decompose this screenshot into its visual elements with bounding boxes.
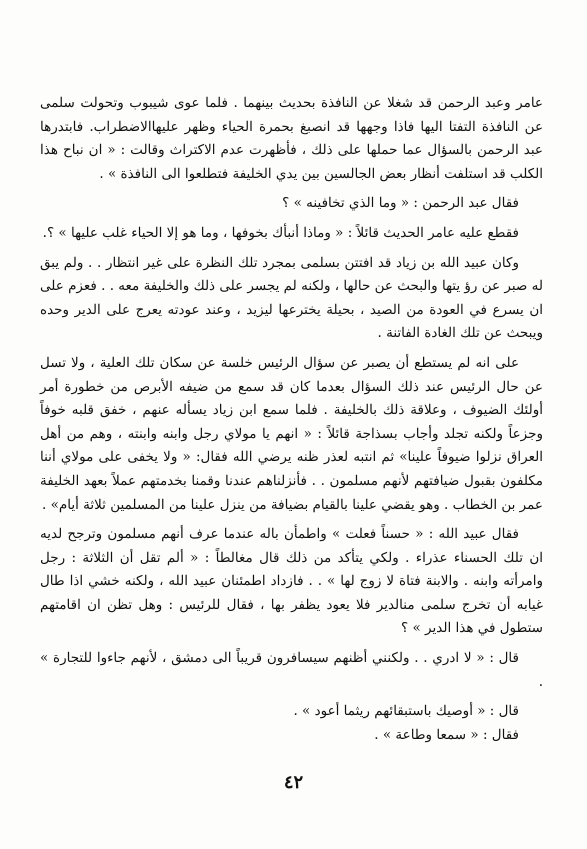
paragraph-3: فقطع عليه عامر الحديث قائلاً : « وماذا أنبأك بخوفها ، وما هو إلا الحياء غلب عليها » ؟. <box>42 224 519 241</box>
paragraph-9: فقال : « سمعا وطاعة » . <box>374 726 519 743</box>
paragraph-8: قال : « أوصيك باستبقائهم ريثما أعود » . <box>293 703 519 720</box>
paragraph-4: وكان عبيد الله بن زياد قد افتتن بسلمى بمجرد تلك النظرة على غير انتظار . . ولم يبق له صبر عن رؤ يتها والبحث عن حالها ، ولكنه لم يجسر على ذلك والخليفة معه . . فعزم على ان يسرع في العودة من الصيد ، بحيلة يخترعها ليزيد ، وعند عودته يعرج على الدير وحده ويبحث عن تلك الغادة الفاتنة . <box>40 254 543 342</box>
paragraph-1: عامر وعبد الرحمن قد شغلا عن النافذة بحديث بينهما . فلما عوى شيبوب وتحولت سلمى عن النافذة التفتا اليها فاذا وجهها قد انصبغ بحمرة الحياء وظهر عليهاالاضطراب. فابتدرها عبد الرحمن بالسؤال عما حملها على ذلك ، فأظهرت عدم الاكتراث وقالت : « ان نباح هذا الكلب قد استلفت أنظار بعض الجالسين بين يدي الخليفة فتطلعوا الى النافذة » . <box>40 95 543 182</box>
page-number: ٤٢ <box>283 772 304 793</box>
paragraph-7: قال : « لا ادري . . ولكنني أظنهم سيسافرون قريباً الى دمشق ، لأنهم جاءوا للتجارة » . <box>40 650 543 690</box>
paragraph-2: فقال عبد الرحمن : « وما الذي تخافينه » ؟ <box>282 195 519 212</box>
page-text <box>40 92 543 747</box>
paragraph-5: على انه لم يستطع أن يصبر عن سؤال الرئيس خلسة عن سكان تلك العلية ، ولا تسل عن حال الرئيس عند ذلك السؤال بعدما كان قد سمع من ضيفه الأبرص من خطورة أمر أولئك الضيوف ، وعلاقة ذلك بالخليفة . فلما سمع ابن زياد يسأله عنهم ، خفق قلبه خوفاً وجزعاً ولكنه تجلد وأجاب بسذاجة قائلاً : « انهم يا مولاي رجل وابنه وابنته ، وهم من أهل العراق نزلوا ضيوفاً علينا» ثم انتبه لعذر ظنه يرضي الله فقال: « ولا يخفى على مولاي أننا مكلفون بقبول ضيافتهم لأنهم مسلمون . . فأنزلناهم عندنا وقمنا بخدمتهم عملاً بعهد الخليفة عمر بن الخطاب . وهو يقضي علينا بالقيام بضيافة من ينزل علينا من المسلمين ثلاثة أيام» . <box>40 354 543 513</box>
paragraph-6: فقال عبيد الله : « حسناً فعلت » واطمأن باله عندما عرف أنهم مسلمون وترجح لديه ان تلك الحسناء عذراء . ولكي يتأكد من ذلك قال مغالطاً : « ألم تقل أن الثلاثة : رجل وامرأته وابنه . والابنة فتاة لا زوج لها » . . فازداد اطمئنان عبيد الله ، ولكنه خشي اذا طال غيابه أن تخرج سلمى منالدير فلا يعود يظفر بها ، فقال للرئيس : وهل تظن ان اقامتهم ستطول في هذا الدير » ؟ <box>40 526 543 637</box>
